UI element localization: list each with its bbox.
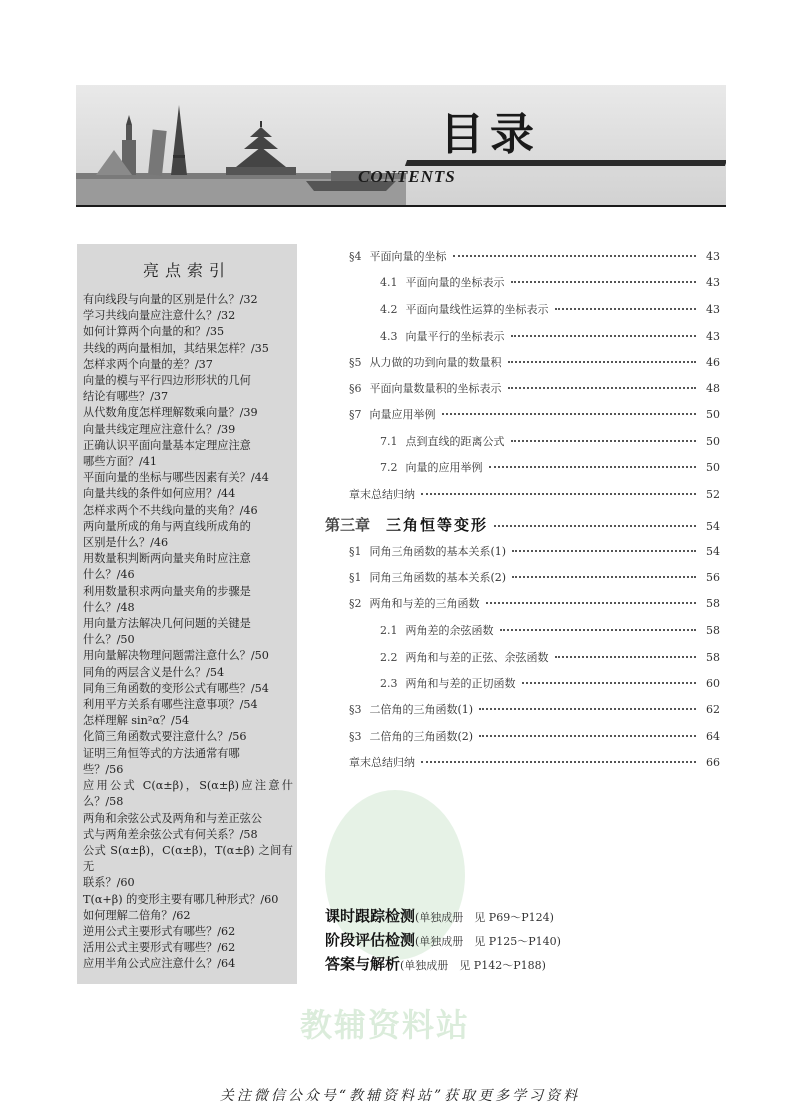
toc-entry — [325, 622, 720, 638]
toc-number: §3 — [349, 703, 362, 716]
reference-title: 课时跟踪检测 — [325, 907, 416, 925]
highlight-item: 化简三角函数式要注意什么？/56 — [83, 730, 247, 744]
page-title: 目录 — [440, 109, 540, 160]
toc-number: §1 — [349, 571, 362, 584]
toc-page-number: 54 — [706, 520, 720, 533]
highlight-item: 同角三角函数的变形公式有哪些？/54 — [83, 681, 269, 695]
toc-label: 两角差的余弦函数 — [405, 624, 494, 637]
reference-entry — [325, 953, 561, 977]
toc-page-number: 58 — [706, 651, 720, 664]
toc-page-number: 56 — [706, 571, 720, 584]
reference-list — [325, 905, 561, 977]
landmarks-illustration — [76, 85, 406, 205]
highlight-item: 些？/56 — [83, 762, 124, 776]
toc-label: 平面向量数量积的坐标表示 — [369, 382, 502, 395]
toc-entry — [325, 354, 720, 370]
reference-title: 阶段评估检测 — [325, 931, 416, 949]
toc-number: 4.1 — [380, 276, 398, 289]
toc-label: 章末总结归纳 — [349, 488, 415, 501]
highlight-item: 什么？/50 — [83, 633, 135, 647]
toc-label: 章末总结归纳 — [349, 756, 415, 769]
toc-label: 两角和与差的三角函数 — [369, 597, 480, 610]
toc-number: §1 — [349, 545, 362, 558]
highlight-item: 两角和余弦公式及两角和与差正弦公 — [83, 811, 263, 825]
highlight-item: 平面向量的坐标与哪些因素有关？/44 — [83, 471, 269, 485]
toc-label: 向量平行的坐标表示 — [405, 330, 505, 343]
header-banner — [76, 85, 726, 207]
toc-entry — [325, 459, 720, 475]
toc-entry — [325, 701, 720, 717]
toc-label: 点到直线的距离公式 — [405, 435, 505, 448]
highlight-item: 活用公式主要形式有哪些？/62 — [83, 941, 236, 955]
toc-number: 2.1 — [380, 624, 398, 637]
page-subtitle: CONTENTS — [358, 167, 456, 186]
toc-page-number: 43 — [706, 303, 720, 316]
reference-note: (单独成册 见 P125～P140) — [415, 935, 561, 948]
toc-entry — [325, 543, 720, 559]
highlight-item: 结论有哪些？/37 — [83, 390, 169, 404]
toc-entry — [325, 728, 720, 744]
toc-page-number: 43 — [706, 330, 720, 343]
highlights-list — [77, 292, 297, 973]
reference-note: (单独成册 见 P142～P188) — [400, 959, 546, 972]
toc-page-number: 66 — [706, 756, 720, 769]
reference-title: 答案与解析 — [325, 955, 401, 973]
highlight-item: 式与两角差余弦公式有何关系？/58 — [83, 827, 258, 841]
highlight-item: 区别是什么？/46 — [83, 536, 169, 550]
toc-entry — [325, 754, 720, 770]
toc-page-number: 50 — [706, 435, 720, 448]
toc-number: §5 — [349, 356, 362, 369]
highlight-item: 应用公式 C(α±β)，S(α±β)应注意什么？/58 — [83, 779, 293, 809]
toc-label: 三角恒等变形 — [386, 516, 489, 534]
toc-label: 同角三角函数的基本关系(1) — [369, 545, 507, 558]
toc-number: §4 — [349, 250, 362, 263]
toc-label: 两角和与差的正弦、余弦函数 — [405, 651, 549, 664]
watermark-text: 教辅资料站 — [300, 1006, 471, 1044]
toc-number: 2.3 — [380, 677, 398, 690]
footer-note: 关注微信公众号“教辅资料站”获取更多学习资料 — [219, 1088, 581, 1104]
toc-entry — [325, 301, 720, 317]
highlight-item: T(α+β) 的变形主要有哪几种形式？/60 — [83, 892, 279, 906]
highlight-item: 学习共线向量应注意什么？/32 — [83, 309, 236, 323]
highlight-item: 如何计算两个向量的和？/35 — [83, 325, 225, 339]
highlight-item: 如何理解二倍角？/62 — [83, 908, 191, 922]
highlight-item: 利用数量积求两向量夹角的步骤是 — [83, 584, 251, 598]
toc-number: 4.2 — [380, 303, 398, 316]
toc-page-number: 43 — [706, 276, 720, 289]
toc-entry — [325, 649, 720, 665]
toc-page-number: 58 — [706, 597, 720, 610]
toc-entry — [325, 406, 720, 422]
toc-label: 二倍角的三角函数(2) — [369, 730, 474, 743]
toc-page-number: 60 — [706, 677, 720, 690]
toc-label: 向量应用举例 — [369, 408, 436, 421]
highlight-item: 从代数角度怎样理解数乘向量？/39 — [83, 406, 258, 420]
reference-entry — [325, 929, 561, 953]
highlight-item: 怎样理解 sin²α？/54 — [83, 714, 190, 728]
highlight-item: 应用半角公式应注意什么？/64 — [83, 957, 236, 971]
toc-entry — [325, 595, 720, 611]
toc-entry — [325, 380, 720, 396]
toc-label: 两角和与差的正切函数 — [405, 677, 516, 690]
highlight-item: 正确认识平面向量基本定理应注意 — [83, 438, 251, 452]
toc-number: 7.2 — [380, 461, 398, 474]
toc-label: 同角三角函数的基本关系(2) — [369, 571, 507, 584]
toc-label: 从力做的功到向量的数量积 — [369, 356, 502, 369]
toc-page-number: 46 — [706, 356, 720, 369]
toc-page-number: 50 — [706, 408, 720, 421]
highlight-item: 共线的两向量相加，其结果怎样？/35 — [83, 341, 269, 355]
toc-entry — [325, 486, 720, 502]
toc-number: §2 — [349, 597, 362, 610]
toc-label: 平面向量的坐标 — [369, 250, 447, 263]
toc-entry — [325, 675, 720, 691]
highlight-item: 证明三角恒等式的方法通常有哪 — [83, 746, 240, 760]
reference-entry — [325, 905, 561, 929]
toc-page-number: 52 — [706, 488, 720, 501]
highlight-item: 两向量所成的角与两直线所成角的 — [83, 519, 251, 533]
highlight-item: 用向量方法解决几何问题的关键是 — [83, 617, 251, 631]
toc-page-number: 58 — [706, 624, 720, 637]
highlight-item: 用向量解决物理问题需注意什么？/50 — [83, 649, 269, 663]
highlight-item: 向量共线的条件如何应用？/44 — [83, 487, 236, 501]
toc-entry — [325, 433, 720, 449]
toc-entry — [325, 248, 720, 264]
toc-label: 平面向量线性运算的坐标表示 — [405, 303, 549, 316]
toc-label: 平面向量的坐标表示 — [405, 276, 505, 289]
highlight-item: 怎样求两个不共线向量的夹角？/46 — [83, 503, 258, 517]
toc-page-number: 64 — [706, 730, 720, 743]
highlight-item: 联系？/60 — [83, 876, 135, 890]
toc-number: 4.3 — [380, 330, 398, 343]
sidebar-title: 亮点索引 — [142, 261, 231, 280]
highlight-item: 怎样求两个向量的差？/37 — [83, 357, 213, 371]
highlight-item: 向量共线定理应注意什么？/39 — [83, 422, 236, 436]
highlight-item: 逆用公式主要形式有哪些？/62 — [83, 924, 236, 938]
highlights-index-panel — [77, 244, 297, 984]
toc-entry — [325, 328, 720, 344]
highlight-item: 哪些方面？/41 — [83, 455, 157, 469]
toc-page-number: 62 — [706, 703, 720, 716]
highlight-item: 有向线段与向量的区别是什么？/32 — [83, 293, 258, 306]
toc-page-number: 50 — [706, 461, 720, 474]
highlight-item: 什么？/48 — [83, 600, 135, 614]
toc-chapter — [325, 514, 720, 535]
toc-entry — [325, 274, 720, 290]
toc-number: §7 — [349, 408, 362, 421]
toc-number: §3 — [349, 730, 362, 743]
highlight-item: 什么？/46 — [83, 568, 135, 582]
toc-number: §6 — [349, 382, 362, 395]
toc-label: 向量的应用举例 — [405, 461, 483, 474]
highlight-item: 用数量积判断两向量夹角时应注意 — [83, 552, 251, 566]
toc-number: 2.2 — [380, 651, 398, 664]
toc-entry — [325, 569, 720, 585]
toc-page-number: 43 — [706, 250, 720, 263]
toc-number: 7.1 — [380, 435, 398, 448]
toc-label: 二倍角的三角函数(1) — [369, 703, 474, 716]
highlight-item: 利用平方关系有哪些注意事项？/54 — [83, 698, 258, 712]
highlight-item: 向量的模与平行四边形形状的几何 — [83, 374, 251, 388]
toc-page-number: 54 — [706, 545, 720, 558]
reference-note: (单独成册 见 P69～P124) — [415, 911, 554, 924]
toc-number: 第三章 — [325, 516, 371, 534]
highlight-item: 同角的两层含义是什么？/54 — [83, 665, 225, 679]
toc-page-number: 48 — [706, 382, 720, 395]
highlight-item: 公式 S(α±β)，C(α±β)，T(α±β) 之间有无 — [83, 843, 293, 874]
